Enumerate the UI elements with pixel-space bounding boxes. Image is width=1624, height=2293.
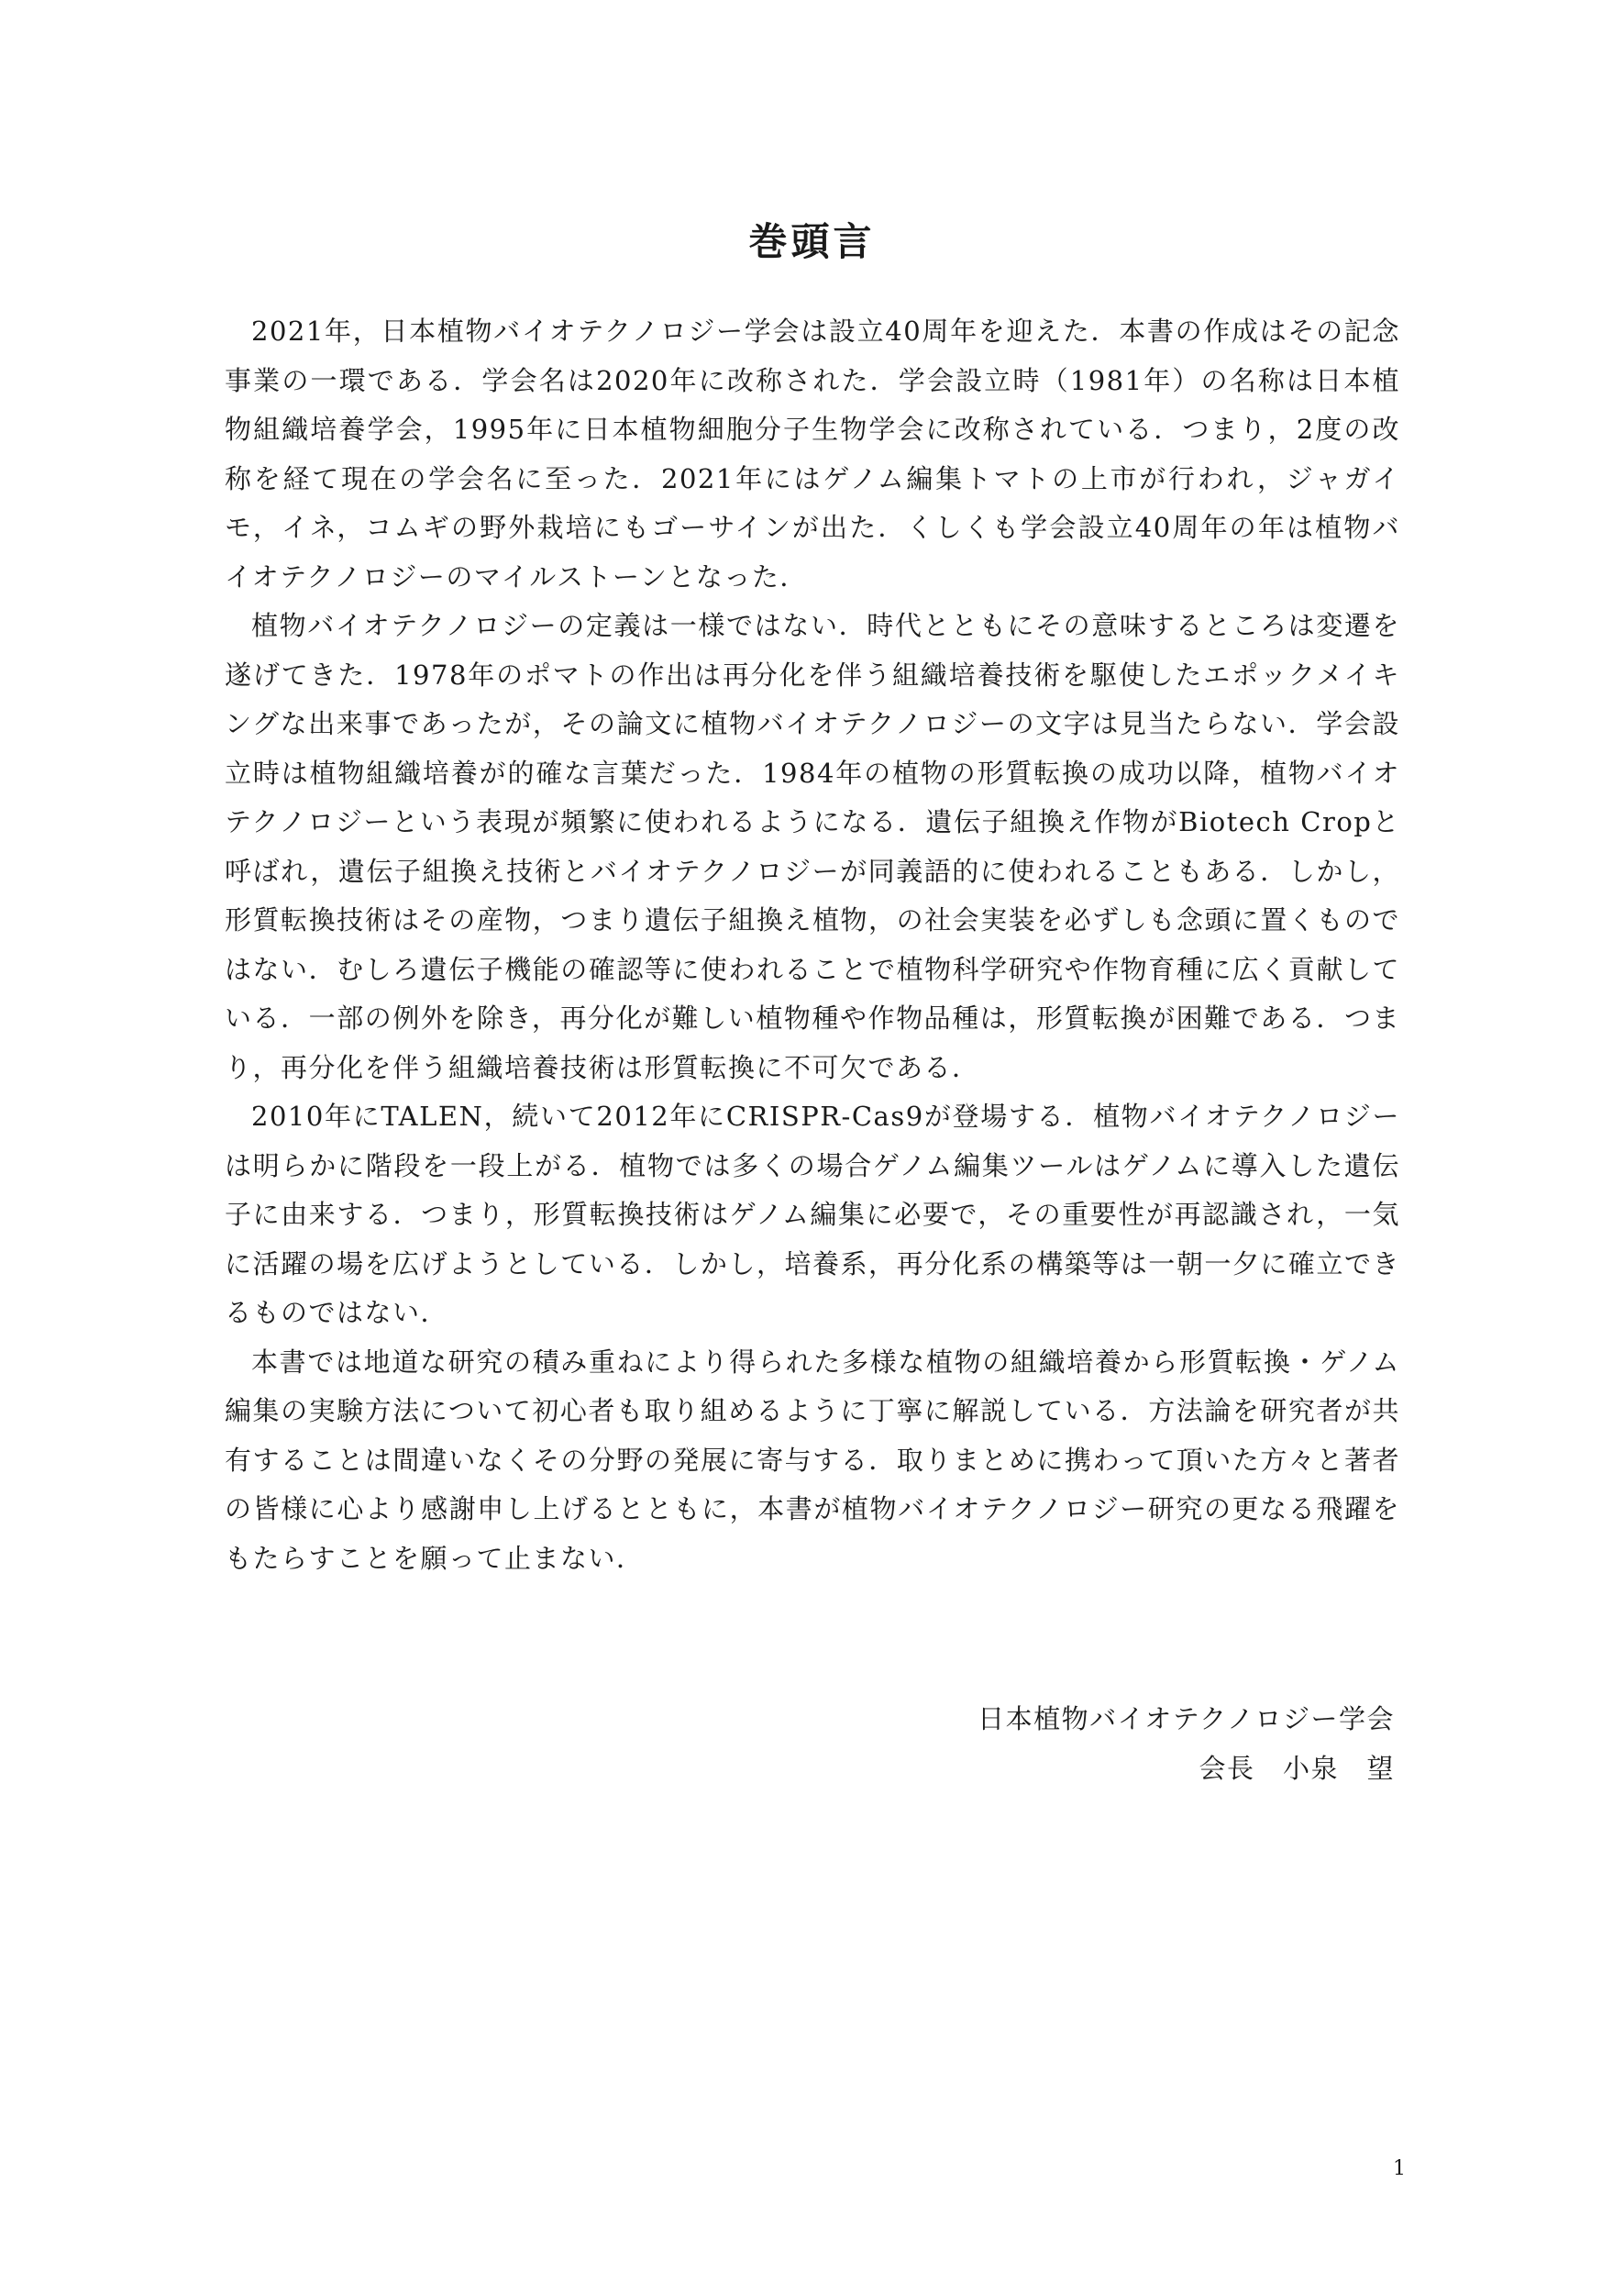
paragraph-3: 2010年にTALEN，続いて2012年にCRISPR-Cas9が登場する．植物バイオテクノロジーは明らかに階段を一段上がる．植物では多くの場合ゲノム編集ツールはゲノムに導入した遺伝子に由来する．つまり，形質転換技術はゲノム編集に必要で，その重要性が再認識され，一気に活躍の場を広げようとしている．しかし，培養系，再分化系の構築等は一朝一夕に確立できるものではない． xyxy=(225,1101,1400,1328)
paragraph-2: 植物バイオテクノロジーの定義は一様ではない．時代とともにその意味するところは変遷を遂げてきた．1978年のポマトの作出は再分化を伴う組織培養技術を駆使したエポックメイキングな出来事であったが，その論文に植物バイオテクノロジーの文字は見当たらない．学会設立時は植物組織培養が的確な言葉だった．1984年の植物の形質転換の成功以降，植物バイオテクノロジーという表現が頻繁に使われるようになる．遺伝子組換え作物がBiotech Cropと呼ばれ，遺伝子組換え技術とバイオテクノロジーが同義語的に使われることもある．しかし，形質転換技術はその産物，つまり遺伝子組換え植物，の社会実装を必ずしも念頭に置くものではない．むしろ遺伝子機能の確認等に使われることで植物科学研究や作物育種に広く貢献している．一部の例外を除き，再分化が難しい植物種や作物品種は，形質転換が困難である．つまり，再分化を伴う組織培養技術は形質転換に不可欠である． xyxy=(225,610,1400,1083)
signature-name: 会長 小泉 望 xyxy=(1199,1752,1395,1784)
signature-block xyxy=(978,1695,1395,1793)
signature-organization: 日本植物バイオテクノロジー学会 xyxy=(978,1703,1395,1734)
page-title: 巻頭言 xyxy=(748,219,876,264)
body-text xyxy=(225,307,1400,1583)
page-number: 1 xyxy=(1393,2157,1406,2180)
paragraph-4: 本書では地道な研究の積み重ねにより得られた多様な植物の組織培養から形質転換・ゲノム編集の実験方法について初心者も取り組めるように丁寧に解説している．方法論を研究者が共有することは間違いなくその分野の発展に寄与する．取りまとめに携わって頂いた方々と著者の皆様に心より感謝申し上げるとともに，本書が植物バイオテクノロジー研究の更なる飛躍をもたらすことを願って止まない． xyxy=(225,1346,1400,1574)
paragraph-1: 2021年，日本植物バイオテクノロジー学会は設立40周年を迎えた．本書の作成はその記念事業の一環である．学会名は2020年に改称された．学会設立時（1981年）の名称は日本植物組織培養学会，1995年に日本植物細胞分子生物学会に改称されている．つまり，2度の改称を経て現在の学会名に至った．2021年にはゲノム編集トマトの上市が行われ，ジャガイモ，イネ，コムギの野外栽培にもゴーサインが出た．くしくも学会設立40周年の年は植物バイオテクノロジーのマイルストーンとなった． xyxy=(225,316,1400,593)
